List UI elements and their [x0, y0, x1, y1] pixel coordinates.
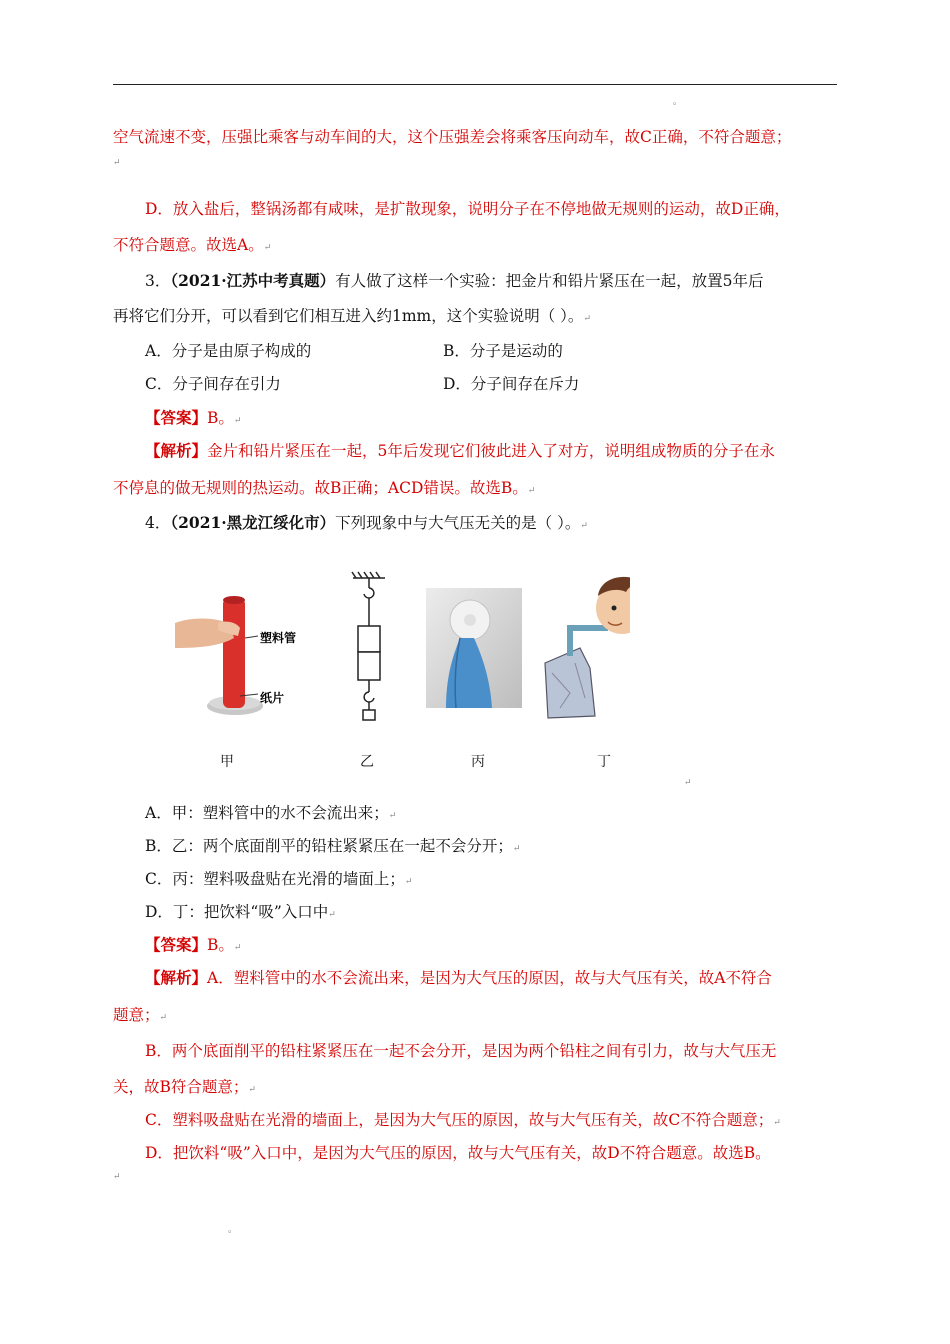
q4-analysis-d1: D．把饮料“吸”入口中，是因为大气压的原因，故与大气压有关，故D不符合题意。故选B。 [145, 1144, 771, 1162]
prev-option-d-line1: D．放入盐后，整锅汤都有咸味，是扩散现象，说明分子在不停地做无规则的运动，故D正确， [145, 200, 790, 218]
end-paragraph-mark: ↵ [113, 1172, 121, 1182]
q4-option-c: C．丙：塑料吸盘贴在光滑的墙面上；↵ [145, 870, 413, 888]
figure-bing-suction-cup [426, 588, 522, 708]
q4-figure-illustration [160, 568, 630, 748]
q4-analysis-c1: C．塑料吸盘贴在光滑的墙面上，是因为大气压的原因，故与大气压有关，故C不符合题意；↵ [145, 1111, 781, 1129]
header-dot: 。 [673, 97, 683, 107]
caption-yi: 乙 [360, 754, 374, 770]
q4-option-d: D．丁：把饮料“吸”入口中↵ [145, 903, 336, 921]
footer-dot: 。 [228, 1225, 238, 1235]
figure-yi-lead-cylinders [352, 572, 385, 720]
q4-option-a: A．甲：塑料管中的水不会流出来；↵ [145, 804, 397, 822]
q4-analysis-a1: 【解析】A．塑料管中的水不会流出来，是因为大气压的原因，故与大气压有关，故A不符合 [145, 968, 772, 987]
q4-number: 4． [145, 514, 171, 532]
q4-source: （2021·黑龙江绥化市） [170, 513, 336, 532]
q3-option-d: D．分子间存在斥力 [443, 375, 580, 393]
q3-analysis-line1: 【解析】金片和铅片紧压在一起，5年后发现它们彼此进入了对方，说明组成物质的分子在永 [145, 441, 775, 460]
q3-option-b: B．分子是运动的 [443, 342, 563, 360]
prev-option-d-line2: 不符合题意。故选A。↵ [113, 236, 272, 254]
q4-stem: 4．（2021·黑龙江绥化市）下列现象中与大气压无关的是（ ）。↵ [145, 513, 588, 532]
label-plastic-tube: 塑料管 [260, 631, 297, 645]
caption-jia: 甲 [220, 754, 234, 770]
q3-analysis-line2: 不停息的做无规则的热运动。故B正确；ACD错误。故选B。↵ [113, 479, 536, 497]
caption-ding: 丁 [597, 754, 611, 770]
q3-stem-line2: 再将它们分开，可以看到它们相互进入约1mm，这个实验说明（ ）。↵ [113, 307, 591, 325]
caption-bing: 丙 [471, 754, 485, 770]
q3-source: （2021·江苏中考真题） [170, 271, 336, 290]
figure-ding-drinking [545, 577, 630, 718]
q3-option-a: A．分子是由原子构成的 [145, 342, 312, 360]
q4-analysis-a2: 题意；↵ [113, 1006, 168, 1024]
figure-jia-tube [175, 596, 296, 715]
q3-number: 3． [145, 272, 171, 290]
label-paper: 纸片 [260, 691, 285, 705]
q4-figure [160, 568, 630, 778]
header-rule [113, 84, 837, 85]
q4-analysis-b2: 关，故B符合题意；↵ [113, 1078, 256, 1096]
prev-analysis-line: 空气流速不变，压强比乘客与动车间的大，这个压强差会将乘客压向动车，故C正确，不符合题意； [113, 128, 792, 146]
q3-answer: 【答案】B。↵ [145, 408, 242, 427]
q3-stem-line1: 3．（2021·江苏中考真题）有人做了这样一个实验：把金片和铅片紧压在一起，放置5年后 [145, 271, 764, 290]
figure-paragraph-mark: ↵ [684, 778, 692, 788]
paragraph-mark: ↵ [113, 158, 121, 168]
q4-answer: 【答案】B。↵ [145, 935, 242, 954]
q4-option-b: B．乙：两个底面削平的铅柱紧紧压在一起不会分开；↵ [145, 837, 521, 855]
q4-analysis-b1: B．两个底面削平的铅柱紧紧压在一起不会分开，是因为两个铅柱之间有引力，故与大气压无 [145, 1042, 777, 1060]
q3-option-c: C．分子间存在引力 [145, 375, 281, 393]
